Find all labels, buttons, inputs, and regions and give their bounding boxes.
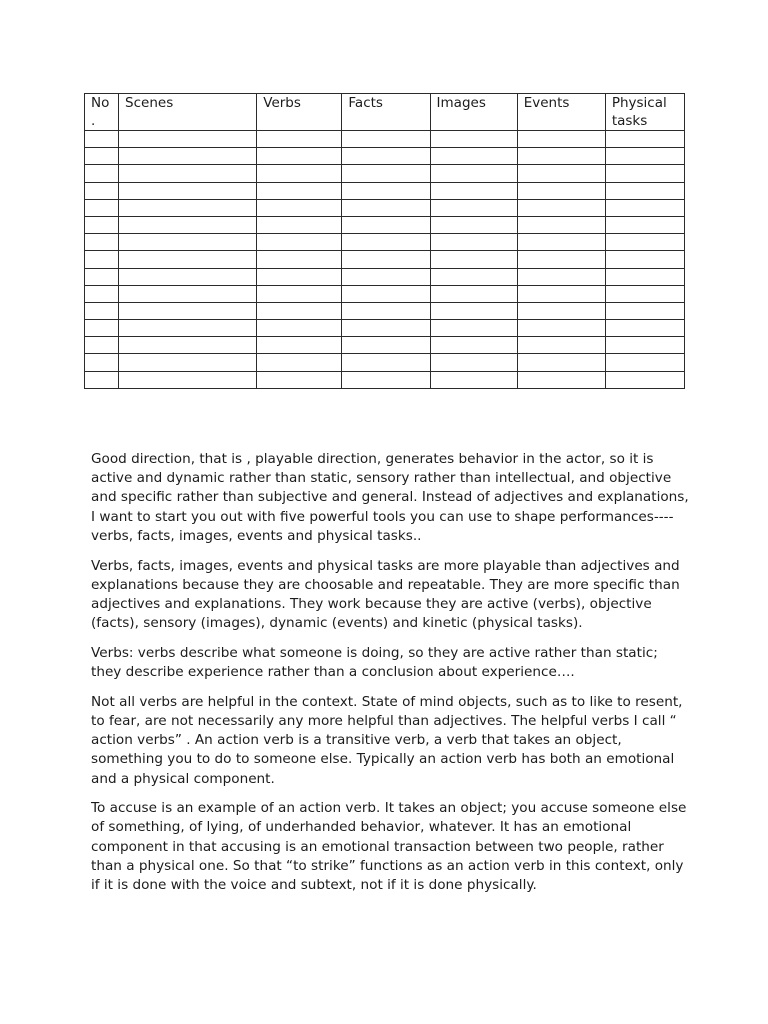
- table-row: [85, 337, 685, 354]
- table-cell: [430, 354, 517, 371]
- table-body: [85, 131, 685, 389]
- table-cell: [85, 337, 119, 354]
- table-cell: [257, 234, 342, 251]
- table-cell: [605, 148, 684, 165]
- table-cell: [605, 165, 684, 182]
- table-row: [85, 182, 685, 199]
- table-row: [85, 354, 685, 371]
- table-cell: [257, 320, 342, 337]
- header-events: Events: [517, 94, 605, 131]
- table-cell: [85, 251, 119, 268]
- table-cell: [342, 131, 430, 148]
- table-row: [85, 216, 685, 233]
- table-cell: [85, 182, 119, 199]
- table-cell: [517, 165, 605, 182]
- paragraph-playable-tools: Verbs, facts, images, events and physical tasks are more playable than adjectives and explanations because they are choosable and repeatable. They are more specific than adjectives and explanations. They work because they are active (verbs), objective (facts), sensory (images), dynamic (events) and kinetic (physical tasks).: [91, 557, 680, 632]
- table-cell: [430, 199, 517, 216]
- table-row: [85, 165, 685, 182]
- table-cell: [430, 337, 517, 354]
- body-text: [91, 450, 691, 906]
- table-cell: [430, 234, 517, 251]
- table-cell: [119, 216, 257, 233]
- table-cell: [430, 131, 517, 148]
- table-cell: [605, 302, 684, 319]
- table-cell: [257, 182, 342, 199]
- table-cell: [430, 165, 517, 182]
- table-cell: [85, 354, 119, 371]
- table-cell: [119, 285, 257, 302]
- table-cell: [119, 354, 257, 371]
- table-cell: [342, 320, 430, 337]
- table-cell: [85, 320, 119, 337]
- table-cell: [430, 320, 517, 337]
- table-cell: [342, 371, 430, 388]
- table-cell: [605, 251, 684, 268]
- table-cell: [605, 268, 684, 285]
- table-row: [85, 131, 685, 148]
- table-cell: [257, 337, 342, 354]
- table-cell: [430, 285, 517, 302]
- table-cell: [517, 337, 605, 354]
- header-scenes: Scenes: [119, 94, 257, 131]
- table-cell: [342, 354, 430, 371]
- table-cell: [517, 234, 605, 251]
- table-cell: [342, 234, 430, 251]
- table-cell: [257, 148, 342, 165]
- table-cell: [257, 251, 342, 268]
- table-cell: [517, 216, 605, 233]
- table-cell: [517, 285, 605, 302]
- table-cell: [257, 165, 342, 182]
- table-header-row: [85, 94, 685, 131]
- table-cell: [430, 182, 517, 199]
- table-cell: [517, 148, 605, 165]
- table-cell: [605, 234, 684, 251]
- table-cell: [605, 182, 684, 199]
- table-cell: [430, 302, 517, 319]
- table-cell: [342, 251, 430, 268]
- table-cell: [517, 131, 605, 148]
- table-cell: [517, 354, 605, 371]
- header-no: No .: [85, 94, 119, 131]
- table-row: [85, 199, 685, 216]
- table-cell: [517, 302, 605, 319]
- table-cell: [342, 268, 430, 285]
- table-cell: [119, 268, 257, 285]
- table-cell: [119, 165, 257, 182]
- table-cell: [430, 148, 517, 165]
- table-cell: [517, 371, 605, 388]
- table-cell: [85, 268, 119, 285]
- table-cell: [605, 216, 684, 233]
- table-cell: [605, 337, 684, 354]
- paragraph-good-direction: Good direction, that is , playable direction, generates behavior in the actor, so it is active and dynamic rather than static, sensory rather than intellectual, and objective and specific rather than subjective and general. Instead of adjectives and explanations, I want to start you out with five powerful tools you can use to shape performances----verbs, facts, images, events and physical tasks..: [91, 451, 689, 544]
- table-cell: [119, 302, 257, 319]
- table-cell: [517, 251, 605, 268]
- table-cell: [257, 371, 342, 388]
- paragraph-accuse-example: To accuse is an example of an action verb. It takes an object; you accuse someone else of something, of lying, of underhanded behavior, whatever. It has an emotional component in that accusing is an emotional transaction between two people, rather than a physical one. So that “to strike” functions as an action verb in this context, only if it is done with the voice and subtext, not if it is done physically.: [91, 800, 687, 894]
- table-cell: [85, 302, 119, 319]
- table-cell: [257, 131, 342, 148]
- table-cell: [119, 148, 257, 165]
- table-cell: [85, 234, 119, 251]
- table-cell: [605, 354, 684, 371]
- table-cell: [342, 148, 430, 165]
- table-cell: [517, 320, 605, 337]
- table-cell: [342, 285, 430, 302]
- table-cell: [342, 182, 430, 199]
- table-cell: [517, 182, 605, 199]
- table-row: [85, 371, 685, 388]
- table-cell: [85, 165, 119, 182]
- table-cell: [430, 251, 517, 268]
- table-row: [85, 302, 685, 319]
- paragraph-action-verbs: Not all verbs are helpful in the context. State of mind objects, such as to like to resent, to fear, are not necessarily any more helpful than adjectives. The helpful verbs I call “ action verbs” . An action verb is a transitive verb, a verb that takes an object, something you to do to someone else. Typically an action verb has both an emotional and a physical component.: [91, 693, 683, 787]
- table-cell: [342, 216, 430, 233]
- table-cell: [257, 199, 342, 216]
- header-verbs: Verbs: [257, 94, 342, 131]
- table-cell: [119, 371, 257, 388]
- table-cell: [85, 216, 119, 233]
- table-cell: [342, 199, 430, 216]
- table-row: [85, 148, 685, 165]
- table-cell: [119, 199, 257, 216]
- table-cell: [430, 268, 517, 285]
- table-cell: [85, 199, 119, 216]
- table-cell: [430, 216, 517, 233]
- table-cell: [85, 285, 119, 302]
- table-cell: [605, 371, 684, 388]
- table-cell: [342, 302, 430, 319]
- table-cell: [605, 131, 684, 148]
- table-cell: [605, 320, 684, 337]
- table-cell: [517, 268, 605, 285]
- header-physical-tasks: Physical tasks: [605, 94, 684, 131]
- table-cell: [257, 354, 342, 371]
- scene-planning-table: [84, 93, 685, 389]
- paragraph-verbs-definition: Verbs: verbs describe what someone is doing, so they are active rather than static; they describe experience rather than a conclusion about experience….: [91, 644, 658, 681]
- header-images: Images: [430, 94, 517, 131]
- table-row: [85, 285, 685, 302]
- table-cell: [119, 182, 257, 199]
- table-row: [85, 251, 685, 268]
- table-cell: [342, 165, 430, 182]
- table-cell: [257, 268, 342, 285]
- table-cell: [85, 148, 119, 165]
- table-cell: [119, 131, 257, 148]
- table-cell: [605, 285, 684, 302]
- table-cell: [517, 199, 605, 216]
- table-cell: [85, 371, 119, 388]
- table-cell: [342, 337, 430, 354]
- table-row: [85, 234, 685, 251]
- table-cell: [257, 302, 342, 319]
- table-cell: [119, 337, 257, 354]
- table-cell: [430, 371, 517, 388]
- table-cell: [605, 199, 684, 216]
- table-cell: [257, 216, 342, 233]
- table-cell: [119, 234, 257, 251]
- table-row: [85, 320, 685, 337]
- header-facts: Facts: [342, 94, 430, 131]
- table-cell: [119, 251, 257, 268]
- table-cell: [257, 285, 342, 302]
- table-cell: [119, 320, 257, 337]
- table-cell: [85, 131, 119, 148]
- table-row: [85, 268, 685, 285]
